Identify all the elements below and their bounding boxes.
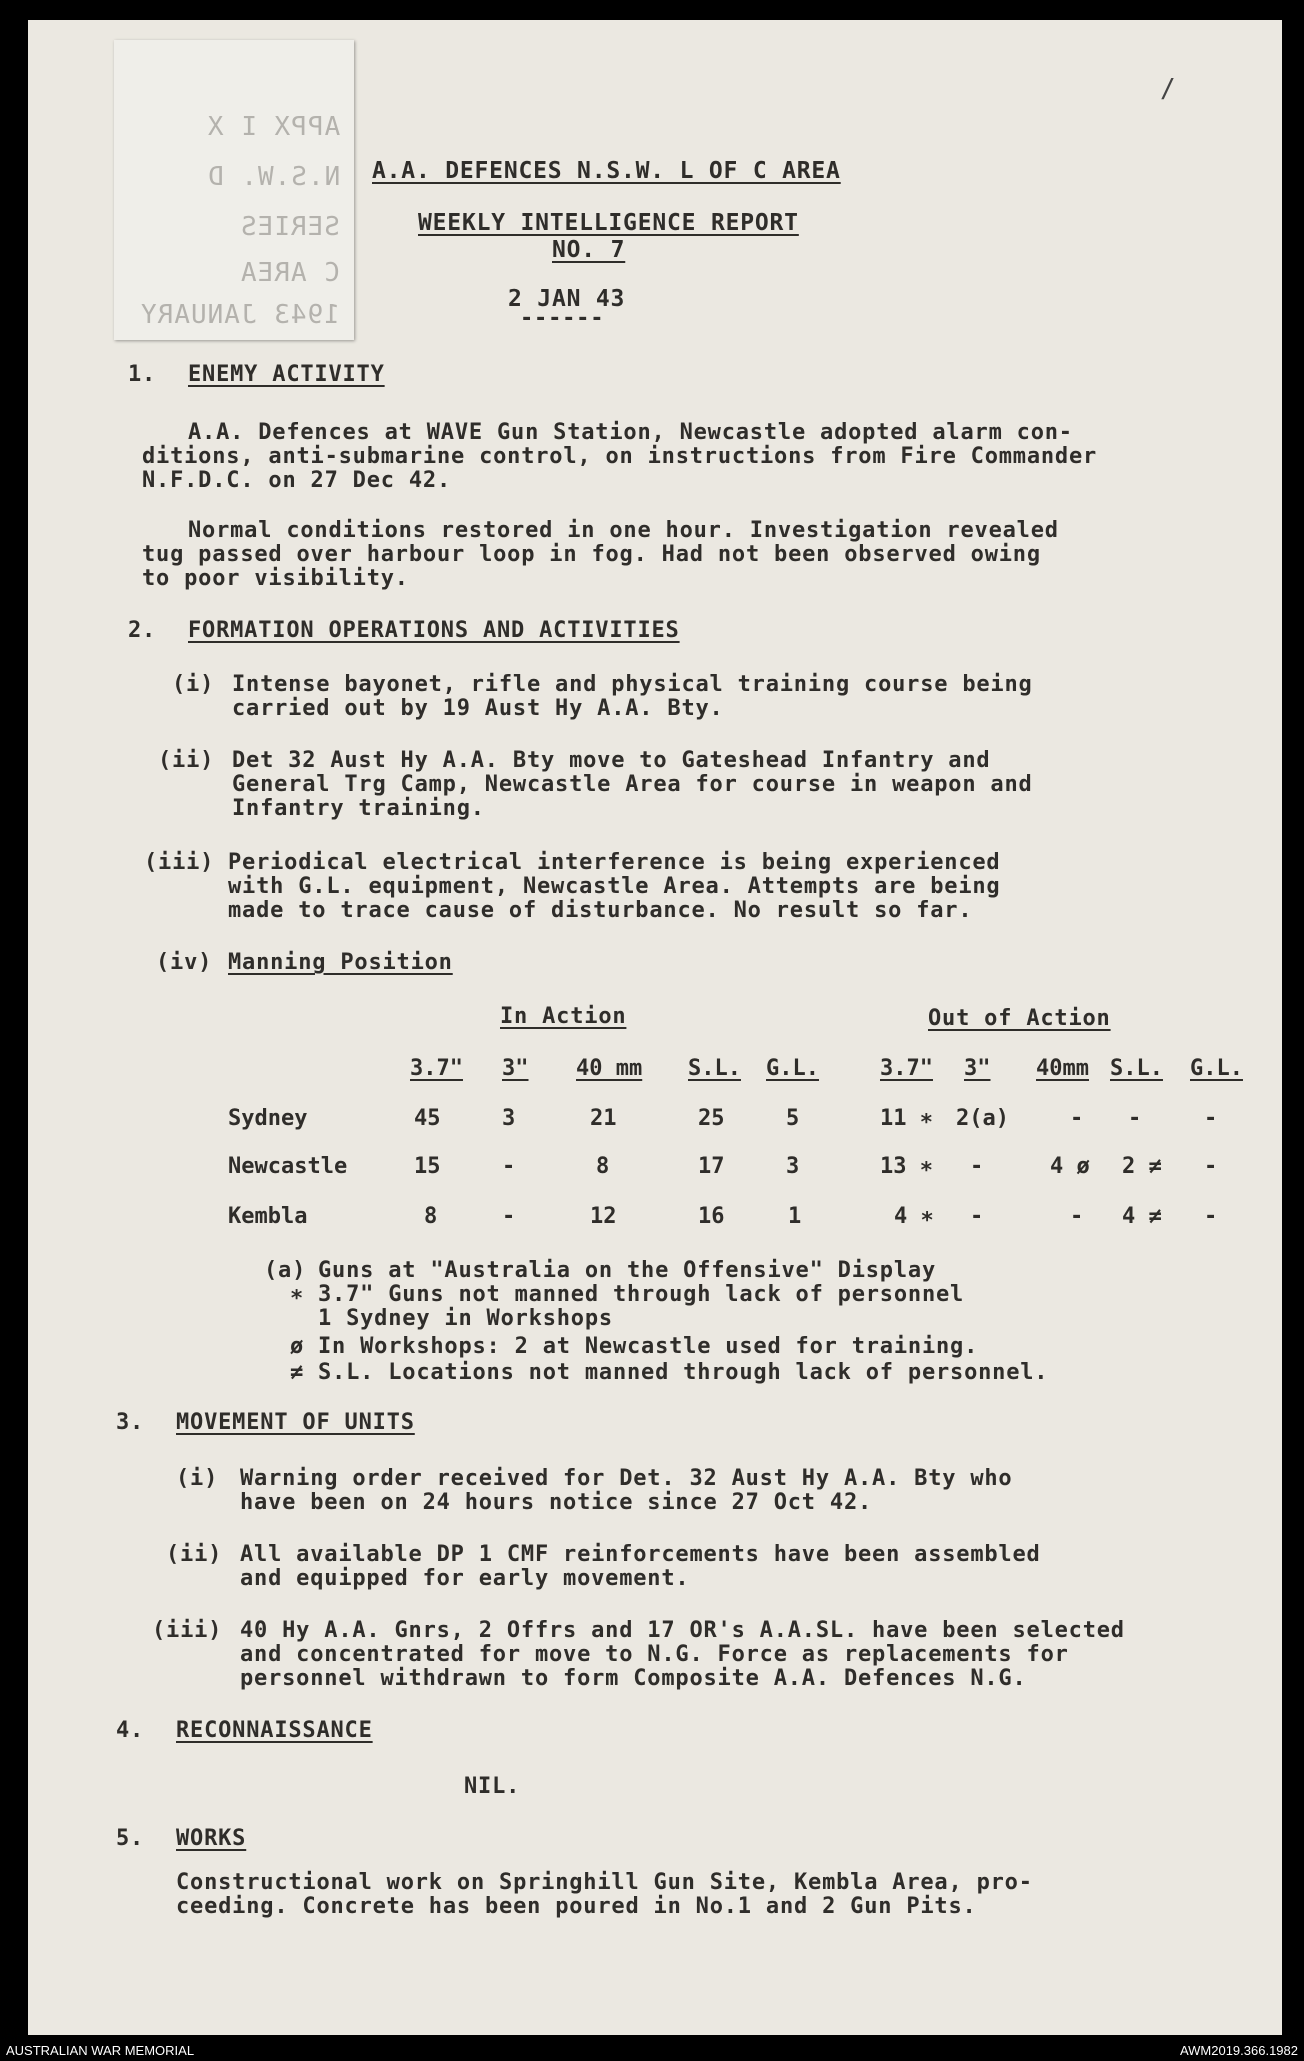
table-cell: 2 ≠ (1122, 1154, 1162, 1179)
item-line: made to trace cause of disturbance. No result so far. (228, 898, 973, 923)
note-text: 3.7" Guns not manned through lack of personnel (318, 1282, 965, 1307)
item-label: (iv) (156, 950, 213, 975)
item-label: (i) (172, 672, 215, 697)
manning-heading: Manning Position (228, 950, 453, 975)
table-cell: - (1204, 1154, 1218, 1179)
footer-accession-number: AWM2019.366.1982 (1179, 2043, 1298, 2058)
section-heading: MOVEMENT OF UNITS (176, 1410, 415, 1435)
date-rule: ------ (520, 306, 605, 331)
section-number: 4. (116, 1718, 145, 1743)
corner-pencil-mark: / (1160, 74, 1176, 104)
item-label: (iii) (144, 850, 215, 875)
table-cell: 11 ∗ (880, 1106, 933, 1131)
slip-line: APPX I X (206, 112, 340, 142)
column-header: 3.7" (410, 1056, 463, 1081)
note-text: In Workshops: 2 at Newcastle used for training. (318, 1334, 979, 1359)
table-cell: 4 ∗ (894, 1204, 934, 1229)
slip-line: 1943 JANUARY (140, 300, 340, 330)
item-line: Periodical electrical interference is being experienced (228, 850, 1001, 875)
table-cell: 16 (698, 1204, 725, 1229)
paragraph-line: ditions, anti-submarine control, on instructions from Fire Commander (142, 444, 1098, 469)
column-header: 40mm (1036, 1056, 1089, 1081)
column-header: G.L. (1190, 1056, 1243, 1081)
table-cell: - (970, 1204, 984, 1229)
note-text: S.L. Locations not manned through lack of personnel. (318, 1360, 1049, 1385)
section-heading: ENEMY ACTIVITY (188, 362, 385, 387)
table-cell: - (1070, 1204, 1084, 1229)
section-number: 3. (116, 1410, 145, 1435)
paragraph-line: ceeding. Concrete has been poured in No.1 and 2 Gun Pits. (176, 1894, 977, 1919)
note-text: Guns at "Australia on the Offensive" Display (318, 1258, 936, 1283)
note-symbol: ≠ (290, 1360, 305, 1385)
item-line: personnel withdrawn to form Composite A.A. Defences N.G. (240, 1666, 1027, 1691)
section-number: 5. (116, 1826, 145, 1851)
table-cell: 5 (786, 1106, 800, 1131)
item-line: Det 32 Aust Hy A.A. Bty move to Gateshead Infantry and (232, 748, 991, 773)
table-cell: - (970, 1154, 984, 1179)
column-header: 3.7" (880, 1056, 933, 1081)
column-header: 3" (964, 1056, 991, 1081)
note-symbol: ø (290, 1334, 305, 1359)
column-header: 3" (502, 1056, 529, 1081)
paragraph-line: NIL. (464, 1774, 521, 1799)
footer-institution: AUSTRALIAN WAR MEMORIAL (6, 2043, 195, 2058)
item-line: 40 Hy A.A. Gnrs, 2 Offrs and 17 OR's A.A.SL. have been selected (240, 1618, 1125, 1643)
item-label: (iii) (152, 1618, 223, 1643)
item-line: have been on 24 hours notice since 27 Oct 42. (240, 1490, 873, 1515)
attached-paper-slip (114, 40, 354, 340)
section-number: 2. (128, 618, 157, 643)
table-cell: 1 (788, 1204, 802, 1229)
table-cell: 4 ø (1050, 1154, 1090, 1179)
item-line: and equipped for early movement. (240, 1566, 690, 1591)
table-cell: 8 (596, 1154, 610, 1179)
slip-line: SERIES (240, 212, 340, 242)
item-label: (i) (176, 1466, 219, 1491)
note-text: 1 Sydney in Workshops (318, 1306, 613, 1331)
table-cell: 45 (414, 1106, 441, 1131)
paragraph-line: Constructional work on Springhill Gun Site, Kembla Area, pro- (176, 1870, 1033, 1895)
in-action-heading: In Action (500, 1004, 627, 1029)
column-header: 40 mm (576, 1056, 643, 1081)
out-of-action-heading: Out of Action (928, 1006, 1111, 1031)
item-line: Intense bayonet, rifle and physical training course being (232, 672, 1033, 697)
table-cell: - (1070, 1106, 1084, 1131)
column-header: G.L. (766, 1056, 819, 1081)
table-cell: 8 (424, 1204, 438, 1229)
item-line: Infantry training. (232, 796, 485, 821)
table-cell: - (502, 1204, 516, 1229)
section-heading: FORMATION OPERATIONS AND ACTIVITIES (188, 618, 680, 643)
table-cell: - (1128, 1106, 1142, 1131)
report-date: 2 JAN 43 (508, 286, 626, 312)
table-cell: - (1204, 1106, 1218, 1131)
table-cell: 4 ≠ (1122, 1204, 1162, 1229)
item-label: (ii) (166, 1542, 223, 1567)
table-cell: 15 (414, 1154, 441, 1179)
section-heading: WORKS (176, 1826, 247, 1851)
table-cell: 2(a) (956, 1106, 1009, 1131)
item-line: with G.L. equipment, Newcastle Area. Attempts are being (228, 874, 1001, 899)
section-number: 1. (128, 362, 157, 387)
table-cell: 3 (502, 1106, 516, 1131)
paragraph-line: tug passed over harbour loop in fog. Had not been observed owing (142, 542, 1041, 567)
table-cell: - (502, 1154, 516, 1179)
report-title: A.A. DEFENCES N.S.W. L OF C AREA (372, 158, 841, 184)
paragraph-line: N.F.D.C. on 27 Dec 42. (142, 468, 451, 493)
slip-line: C AREA (240, 258, 340, 288)
item-line: All available DP 1 CMF reinforcements have been assembled (240, 1542, 1041, 1567)
row-label-sydney: Sydney (228, 1106, 308, 1131)
report-number: NO. 7 (552, 237, 626, 263)
column-header: S.L. (1110, 1056, 1163, 1081)
footer-bar (0, 2041, 1304, 2061)
row-label-kembla: Kembla (228, 1204, 308, 1229)
paragraph-line: Normal conditions restored in one hour. Investigation revealed (188, 518, 1059, 543)
note-symbol: (a) (264, 1258, 307, 1283)
report-subtitle: WEEKLY INTELLIGENCE REPORT (418, 210, 799, 236)
column-header: S.L. (688, 1056, 741, 1081)
row-label-newcastle: Newcastle (228, 1154, 348, 1179)
item-line: and concentrated for move to N.G. Force as replacements for (240, 1642, 1069, 1667)
item-line: General Trg Camp, Newcastle Area for course in weapon and (232, 772, 1033, 797)
table-cell: 21 (590, 1106, 617, 1131)
table-cell: 3 (786, 1154, 800, 1179)
item-line: Warning order received for Det. 32 Aust Hy A.A. Bty who (240, 1466, 1013, 1491)
table-cell: 13 ∗ (880, 1154, 933, 1179)
table-cell: - (1204, 1204, 1218, 1229)
table-cell: 25 (698, 1106, 725, 1131)
table-cell: 12 (590, 1204, 617, 1229)
paragraph-line: to poor visibility. (142, 566, 409, 591)
paragraph-line: A.A. Defences at WAVE Gun Station, Newcastle adopted alarm con- (188, 420, 1073, 445)
item-line: carried out by 19 Aust Hy A.A. Bty. (232, 696, 724, 721)
section-heading: RECONNAISSANCE (176, 1718, 373, 1743)
slip-line: N.S.W. D (206, 162, 340, 192)
table-cell: 17 (698, 1154, 725, 1179)
note-symbol: ∗ (290, 1282, 305, 1307)
item-label: (ii) (158, 748, 215, 773)
